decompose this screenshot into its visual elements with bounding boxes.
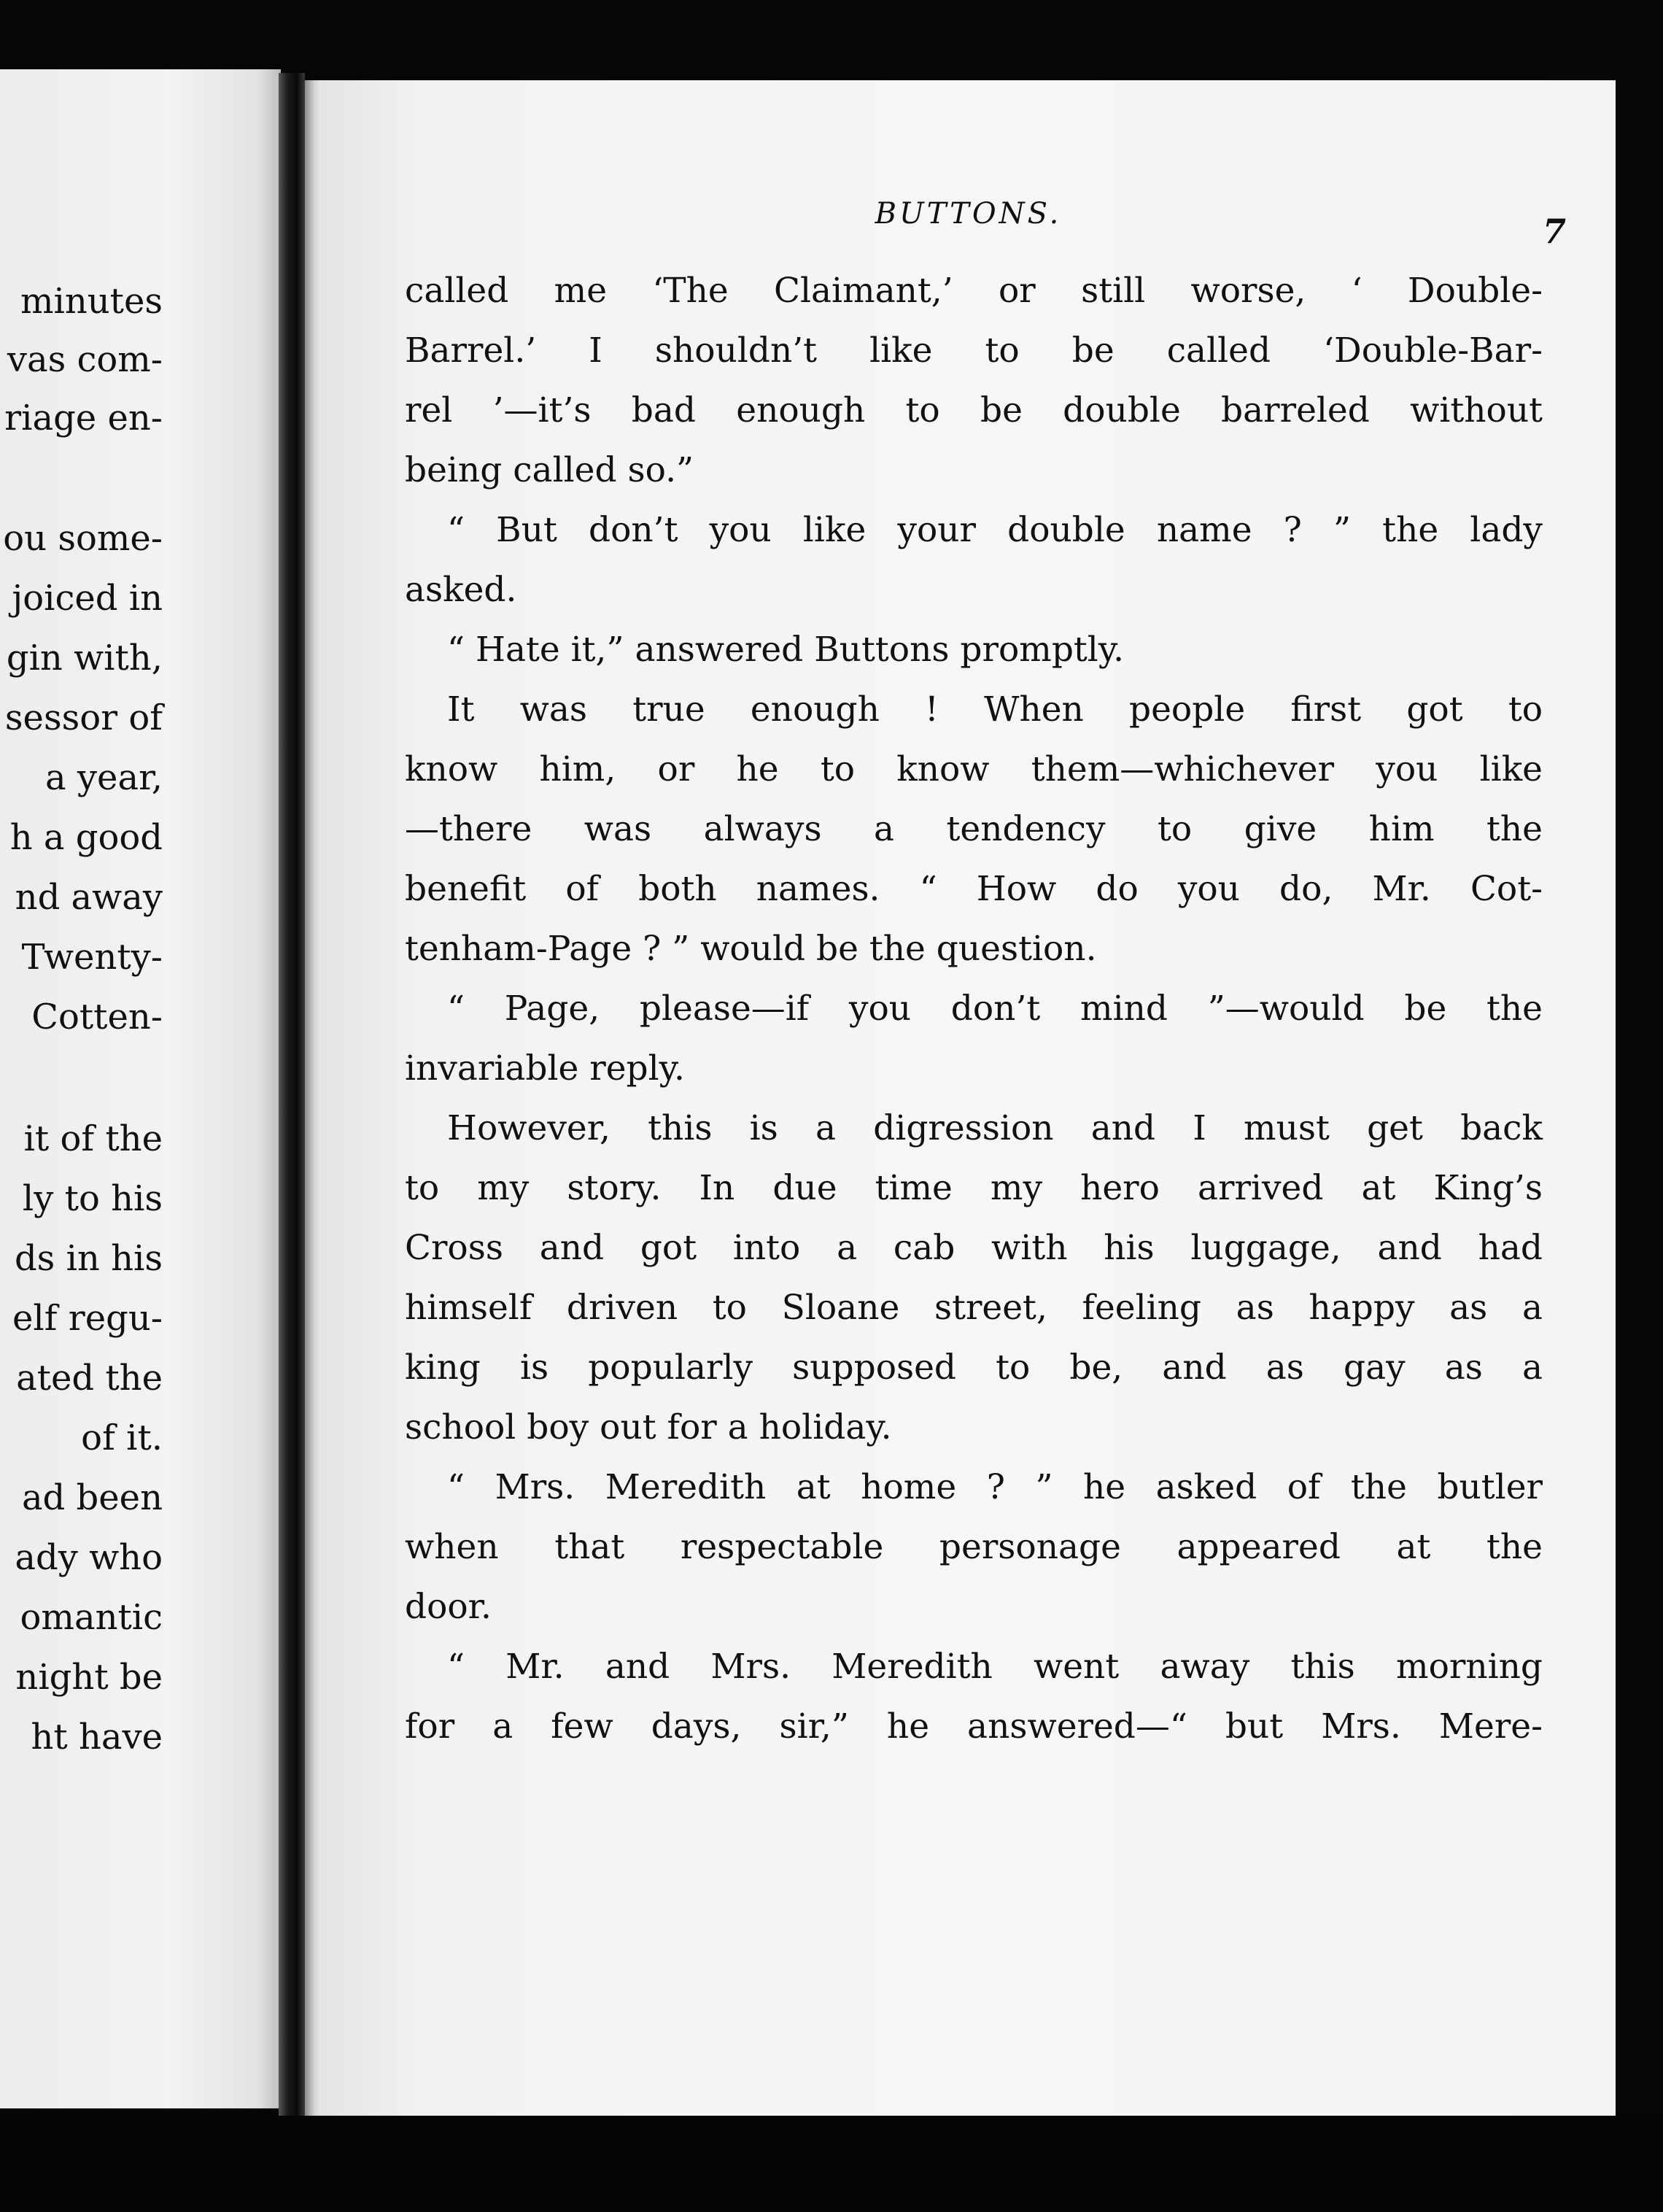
left-page-fragment: it of the [23,1118,163,1159]
text-line: benefit of both names. “ How do you do, Mr. Cot- [405,869,1543,909]
text-line: know him, or he to know them—whichever you like [405,749,1543,789]
text-line: school boy out for a holiday. [405,1407,892,1447]
text-line: being called so.” [405,450,694,490]
page-edge-shadow [305,80,321,2116]
text-line: “ Mrs. Meredith at home ? ” he asked of the butler [447,1467,1543,1507]
text-line: invariable reply. [405,1048,685,1088]
page-number: 7 [1542,212,1566,251]
text-line: to my story. In due time my hero arrived at King’s [405,1168,1543,1208]
body-text [405,261,1543,1757]
left-page-fragment: night be [15,1657,163,1698]
left-page-fragment: ly to his [22,1178,163,1219]
left-page-fragment: ad been [21,1477,163,1518]
left-page-fragment: ady who [15,1537,163,1578]
text-line: king is popularly supposed to be, and as gay as a [405,1347,1543,1388]
left-page-fragment: ated the [16,1358,163,1399]
left-page-fragment: vas com- [7,339,163,380]
text-line: asked. [405,570,517,610]
running-head: BUTTONS. [875,197,1062,231]
book-spine [279,73,305,2116]
text-line: It was true enough ! When people first got to [447,689,1543,730]
text-line: when that respectable personage appeared at the [405,1527,1543,1567]
left-facing-page [0,69,281,2108]
left-page-fragment: elf regu- [12,1298,163,1339]
text-line: “ Page, please—if you don’t mind ”—would be the [447,989,1543,1029]
text-line: called me ‘The Claimant,’ or still worse, ‘ Double- [405,271,1543,311]
scan-background [0,2116,1663,2212]
left-page-fragment: sessor of [4,697,163,738]
text-line: door. [405,1587,492,1627]
left-page-fragment: nd away [15,877,163,918]
left-page-fragment: ds in his [14,1238,163,1279]
text-line: However, this is a digression and I must get back [447,1108,1543,1148]
left-page-fragment: a year, [45,757,163,798]
text-line: —there was always a tendency to give him the [405,809,1543,849]
left-page-fragment: gin with, [6,638,163,678]
text-line: “ But don’t you like your double name ? ” the lady [447,510,1543,550]
text-line: “ Mr. and Mrs. Meredith went away this morning [447,1647,1543,1687]
text-line: rel ’—it’s bad enough to be double barreled without [405,390,1543,430]
left-page-fragment: h a good [9,817,163,858]
left-page-fragment: Twenty- [21,937,163,978]
text-line: for a few days, sir,” he answered—“ but Mrs. Mere- [405,1706,1543,1747]
left-page-fragment: ou some- [3,518,163,559]
left-page-fragment: omantic [20,1597,163,1638]
text-line: himself driven to Sloane street, feeling as happy as a [405,1288,1543,1328]
left-page-fragment: Cotten- [31,997,163,1037]
text-line: Cross and got into a cab with his luggage, and had [405,1228,1543,1268]
text-line: “ Hate it,” answered Buttons promptly. [447,630,1125,670]
left-page-fragment: ht have [31,1717,163,1757]
left-page-fragment: minutes [20,281,163,322]
left-page-fragment: of it. [81,1418,163,1458]
text-line: tenham-Page ? ” would be the question. [405,929,1097,969]
right-main-page [321,80,1616,2116]
left-page-fragment: joiced in [12,578,163,619]
left-page-fragment: riage en- [4,398,163,438]
text-line: Barrel.’ I shouldn’t like to be called ‘Double-Bar- [405,330,1543,371]
